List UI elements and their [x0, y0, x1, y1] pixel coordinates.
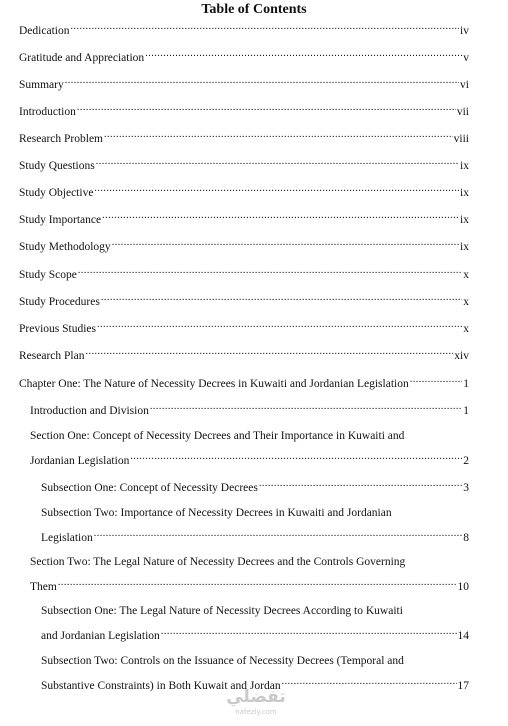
toc-page-number: iv — [460, 25, 469, 37]
toc-entry — [19, 347, 469, 363]
toc-page-number: 10 — [457, 581, 469, 593]
toc-entry-chapter — [19, 375, 469, 391]
toc-leader — [259, 479, 462, 491]
toc-entry-label: Previous Studies — [19, 323, 96, 335]
toc-leader — [96, 157, 459, 169]
toc-entry-label: Study Importance — [19, 214, 102, 226]
toc-leader — [104, 130, 453, 142]
toc-entry-label: Study Methodology — [19, 241, 111, 253]
toc-page-number: 8 — [463, 532, 469, 544]
toc-entry — [19, 320, 469, 336]
toc-entry — [19, 266, 469, 282]
toc-leader — [282, 677, 457, 689]
toc-entry-label: Research Problem — [19, 133, 103, 145]
toc-entry-label: Study Questions — [19, 160, 95, 172]
toc-page-number: ix — [460, 214, 469, 226]
watermark-logo — [216, 686, 296, 726]
toc-entry — [19, 211, 469, 227]
toc-page-number: v — [463, 52, 469, 64]
toc-leader — [65, 76, 459, 88]
toc-entry — [19, 130, 469, 146]
toc-entry-label: Subsection One: The Legal Nature of Necessity Decrees According to Kuwaiti — [41, 605, 403, 617]
toc-page-number: 3 — [463, 482, 469, 494]
toc-entry-label: Subsection One: Concept of Necessity Decrees — [41, 482, 258, 494]
toc-entry-label: Chapter One: The Nature of Necessity Decrees in Kuwaiti and Jordanian Legislation — [19, 378, 409, 390]
toc-page-number: ix — [460, 160, 469, 172]
toc-leader — [58, 578, 457, 590]
toc-leader — [77, 103, 456, 115]
watermark-arabic: تفضلي — [226, 687, 286, 707]
toc-entry-label: Subsection Two: Importance of Necessity Decrees in Kuwaiti and Jordanian — [41, 507, 392, 519]
toc-leader — [70, 22, 459, 34]
toc-entry-subsection — [41, 479, 469, 495]
toc-entry-label: Introduction and Division — [30, 405, 149, 417]
toc-entry — [19, 103, 469, 119]
toc-page-number: vi — [460, 79, 469, 91]
toc-leader — [130, 452, 462, 464]
toc-entry-section — [30, 429, 469, 468]
toc-entry-label: Study Procedures — [19, 296, 100, 308]
toc-page-number: 1 — [463, 405, 469, 417]
toc-entry-subsection — [41, 604, 469, 643]
toc-leader — [101, 293, 462, 305]
toc-entry-label: Study Scope — [19, 269, 77, 281]
toc-page-number: viii — [453, 133, 469, 145]
toc-leader — [102, 211, 459, 223]
toc-entry-label-continued: Jordanian Legislation — [30, 455, 130, 467]
toc-entry — [19, 184, 469, 200]
toc-page-number: 17 — [457, 680, 469, 692]
toc-entry-label: Section One: Concept of Necessity Decrees and Their Importance in Kuwaiti and — [30, 430, 405, 442]
toc-page-number: ix — [460, 187, 469, 199]
toc-page-number: x — [463, 296, 469, 308]
toc-entry-label: Section Two: The Legal Nature of Necessity Decrees and the Controls Governing — [30, 556, 406, 568]
toc-entry — [19, 293, 469, 309]
toc-page-number: 14 — [457, 630, 469, 642]
toc-leader — [145, 49, 462, 61]
toc-leader — [97, 320, 462, 332]
toc-entry-label-continued: Legislation — [41, 532, 93, 544]
watermark-latin: nafezly.com — [235, 708, 277, 716]
toc-entry-label: Research Plan — [19, 350, 85, 362]
toc-leader — [94, 184, 459, 196]
toc-page-number: xiv — [454, 350, 469, 362]
page-title: Table of Contents — [201, 2, 307, 17]
toc-page-number: 1 — [463, 378, 469, 390]
toc-leader — [94, 529, 463, 541]
toc-entry-label: Study Objective — [19, 187, 94, 199]
toc-entry-section — [30, 555, 469, 594]
toc-entry-label: Summary — [19, 79, 64, 91]
toc-entry-label-continued: and Jordanian Legislation — [41, 630, 160, 642]
toc-entry-label: Gratitude and Appreciation — [19, 52, 145, 64]
toc-leader — [112, 238, 459, 250]
toc-page-number: vii — [456, 106, 469, 118]
toc-page-number: x — [463, 269, 469, 281]
toc-entry — [19, 157, 469, 173]
toc-leader — [150, 402, 462, 414]
toc-page-number: ix — [460, 241, 469, 253]
toc-entry — [19, 238, 469, 254]
toc-entry-section — [30, 402, 469, 418]
toc-entry-label: Subsection Two: Controls on the Issuance of Necessity Decrees (Temporal and — [41, 655, 404, 667]
toc-entry-label-continued: Them — [30, 581, 57, 593]
toc-leader — [161, 627, 457, 639]
toc-leader — [410, 375, 463, 387]
toc-entry-label: Introduction — [19, 106, 76, 118]
toc-entry-label: Dedication — [19, 25, 70, 37]
toc-entry-subsection — [41, 506, 469, 545]
toc-entry — [19, 76, 469, 92]
toc-leader — [85, 347, 453, 359]
toc-entry-label-continued: Substantive Constraints) in Both Kuwait and Jordan — [41, 680, 281, 692]
toc-page-number: 2 — [463, 455, 469, 467]
toc-entry — [19, 22, 469, 38]
toc-page-number: x — [463, 323, 469, 335]
toc-leader — [78, 266, 462, 278]
toc-entry — [19, 49, 469, 65]
